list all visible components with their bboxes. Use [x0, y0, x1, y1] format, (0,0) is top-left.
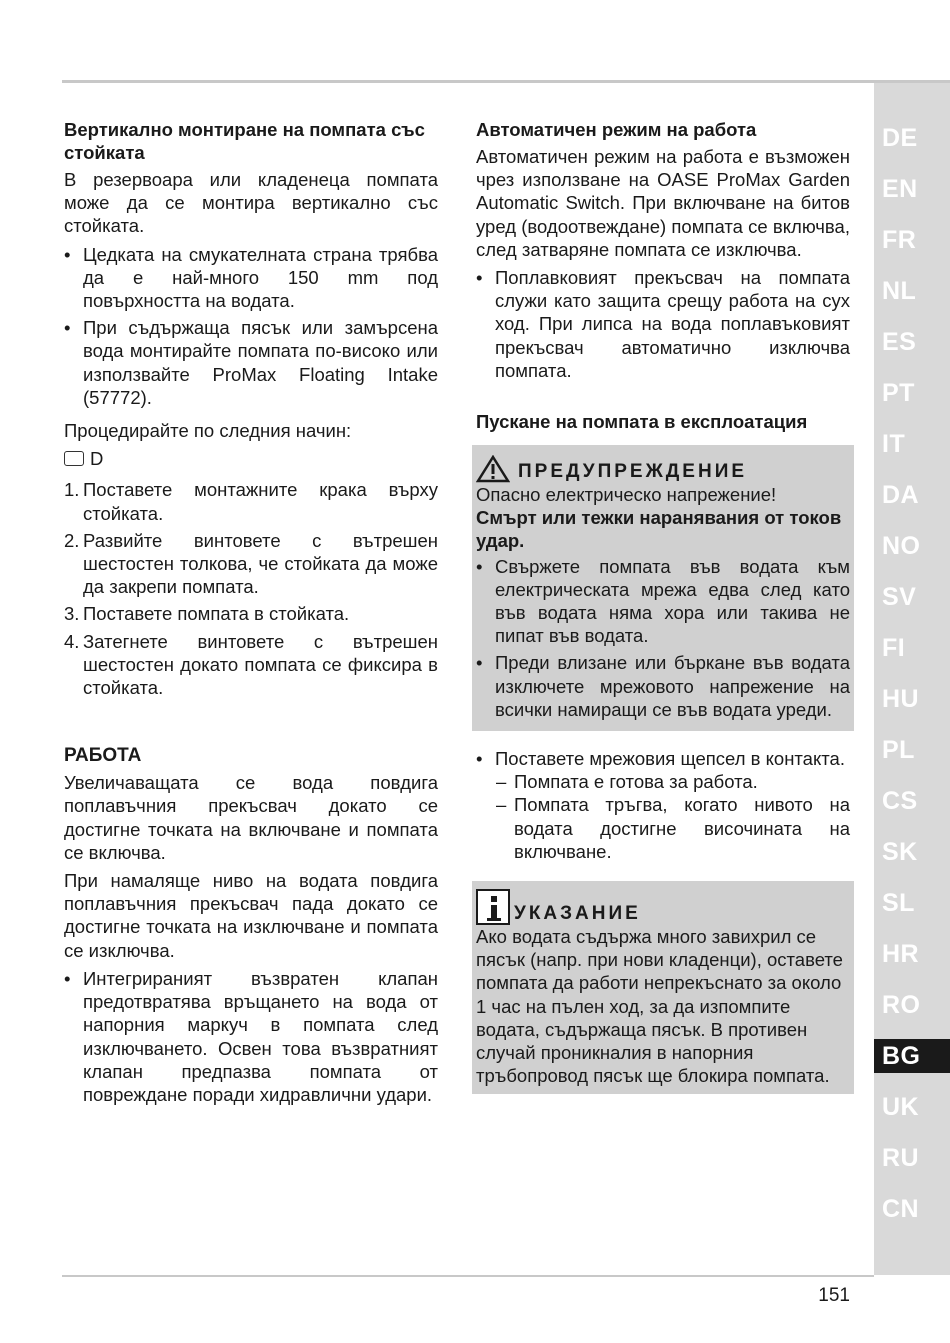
right-column: [476, 118, 850, 1094]
note-text: Ако водата съдържа много завихрил се пясък (напр. при нови кладенци), оставете помпата да работи непрекъснато за около 1 час на пълен ход, за да изпомпите водата, съдържаща пясък. В противен случай проникналия в напорния тръбопровод пясък ще блокира помпата.: [476, 926, 843, 1087]
step-number: 3.: [64, 603, 80, 625]
step-text: Развийте винтовете с вътрешен шестостен толкова, че стойката да може да закрепи помпата.: [83, 529, 438, 598]
language-tab-en[interactable]: EN: [882, 175, 918, 203]
list-item: • Поставете мрежовия щепсел в контакта.: [476, 747, 850, 770]
auto-paragraph: Автоматичен режим на работа е възможен чрез използване на OASE ProMax Garden Automatic Switch. При включване на битов уред (водоотвеждане) помпата се включва, след затваряне помпата се изключва.: [476, 146, 850, 260]
step-text: Поставете монтажните крака върху стойката.: [83, 479, 438, 524]
language-sidebar: [874, 83, 950, 1275]
warning-title-text: ПРЕДУПРЕЖДЕНИЕ: [518, 460, 748, 482]
list-item: • Цедката на смукателната страна трябва да е най-много 150 mm под повърхността на водата.: [64, 243, 438, 313]
bottom-rule: [62, 1275, 874, 1277]
work-heading: РАБОТА: [64, 745, 142, 767]
language-tab-sl[interactable]: SL: [882, 889, 915, 917]
step-number: 4.: [64, 630, 80, 652]
language-tab-ru[interactable]: RU: [882, 1144, 920, 1172]
list-item: • Свържете помпата във водата към електрическата мрежа едва след като във водата няма хора или такива не пипат във водата.: [476, 555, 850, 648]
step-text: Поставете помпата в стойката.: [83, 603, 350, 625]
list-item: • Поплавковият прекъсвач на помпата служи като защита срещу работа на сух ход. При липса на вода поплавъковият прекъсвач автоматично изключва помпата.: [476, 266, 850, 382]
figure-reference: [64, 447, 438, 470]
language-tab-es[interactable]: ES: [882, 328, 917, 356]
language-tab-bg[interactable]: BG: [874, 1039, 950, 1073]
language-tab-ro[interactable]: RO: [882, 991, 921, 1019]
figure-ref-label: D: [90, 448, 104, 470]
start-heading: Пускане на помпата в експлоатация: [476, 411, 808, 433]
info-icon: [476, 889, 510, 925]
note-title: [476, 889, 850, 925]
language-tab-nl[interactable]: NL: [882, 277, 917, 305]
language-tab-de[interactable]: DE: [882, 124, 918, 152]
page-number: 151: [818, 1285, 850, 1306]
language-tab-no[interactable]: NO: [882, 532, 921, 560]
warning-title: [476, 455, 850, 483]
list-item: • При съдържаща пясък или замърсена вода монтирайте помпата по-високо или използвайте ProMax Floating Intake (57772).: [64, 316, 438, 409]
language-tab-pt[interactable]: PT: [882, 379, 915, 407]
step-number: 2.: [64, 529, 80, 551]
vertical-bullets: [64, 243, 438, 409]
warning-line-1: Опасно електрическо напрежение!: [476, 484, 777, 506]
step-text: Затегнете винтовете с вътрешен шестостен докато помпата се фиксира в стойката.: [83, 630, 438, 699]
language-tab-hr[interactable]: HR: [882, 940, 920, 968]
note-box: [472, 881, 854, 1093]
plug-bullets: [476, 747, 850, 770]
steps-list: [64, 478, 438, 699]
vertical-intro: В резервоара или кладенеца помпата може да се монтира вертикално със стойката.: [64, 169, 438, 237]
warning-line-2: Смърт или тежки наранявания от токов удар.: [476, 507, 842, 552]
top-rule: [62, 80, 950, 83]
list-item: – Помпата тръгва, когато нивото на водата достигне височината на включване.: [476, 793, 850, 863]
warning-box: [472, 445, 854, 731]
auto-bullets: [476, 266, 850, 382]
language-tab-sk[interactable]: SK: [882, 838, 918, 866]
language-tab-da[interactable]: DA: [882, 481, 920, 509]
list-item: [64, 602, 438, 625]
warning-triangle-icon: [476, 455, 510, 483]
warning-bullets: [476, 555, 850, 721]
language-tab-cs[interactable]: CS: [882, 787, 918, 815]
procedure-text: Процедирайте по следния начин:: [64, 420, 352, 442]
work-paragraph-1: Увеличаващата се вода повдига поплавъчния прекъсвач докато се достигне точката на включване и помпата се включва.: [64, 772, 438, 863]
language-tab-it[interactable]: IT: [882, 430, 906, 458]
language-tab-pl[interactable]: PL: [882, 736, 915, 764]
vertical-heading: Вертикално монтиране на помпата със стойката: [64, 119, 425, 163]
left-column: [64, 118, 438, 1111]
language-tab-fi[interactable]: FI: [882, 634, 906, 662]
figure-book-icon: [64, 451, 84, 466]
list-item: [64, 478, 438, 524]
language-tab-uk[interactable]: UK: [882, 1093, 920, 1121]
list-item: [64, 630, 438, 700]
language-tab-sv[interactable]: SV: [882, 583, 917, 611]
list-item: [64, 529, 438, 599]
auto-heading: Автоматичен режим на работа: [476, 119, 757, 140]
language-tab-cn[interactable]: CN: [882, 1195, 920, 1223]
language-tab-fr[interactable]: FR: [882, 226, 917, 254]
note-title-text: УКАЗАНИЕ: [514, 902, 641, 924]
plug-dashes: [476, 770, 850, 863]
work-paragraph-2: При намаляще ниво на водата повдига поплавъчния прекъсвач пада докато се достигне точката на изключване и помпата се изключва.: [64, 870, 438, 961]
list-item: • Интегрираният възвратен клапан предотвратява връщането на вода от напорния маркуч в помпата след изключването. Освен това възвратният клапан предпазва помпата от повреждане поради хидравлични удари.: [64, 967, 438, 1106]
work-bullets: [64, 967, 438, 1106]
list-item: • Преди влизане или бъркане във водата изключете мрежовото напрежение на всички намиращи се във водата уреди.: [476, 651, 850, 721]
step-number: 1.: [64, 479, 80, 501]
list-item: – Помпата е готова за работа.: [476, 770, 850, 793]
language-tab-hu[interactable]: HU: [882, 685, 920, 713]
